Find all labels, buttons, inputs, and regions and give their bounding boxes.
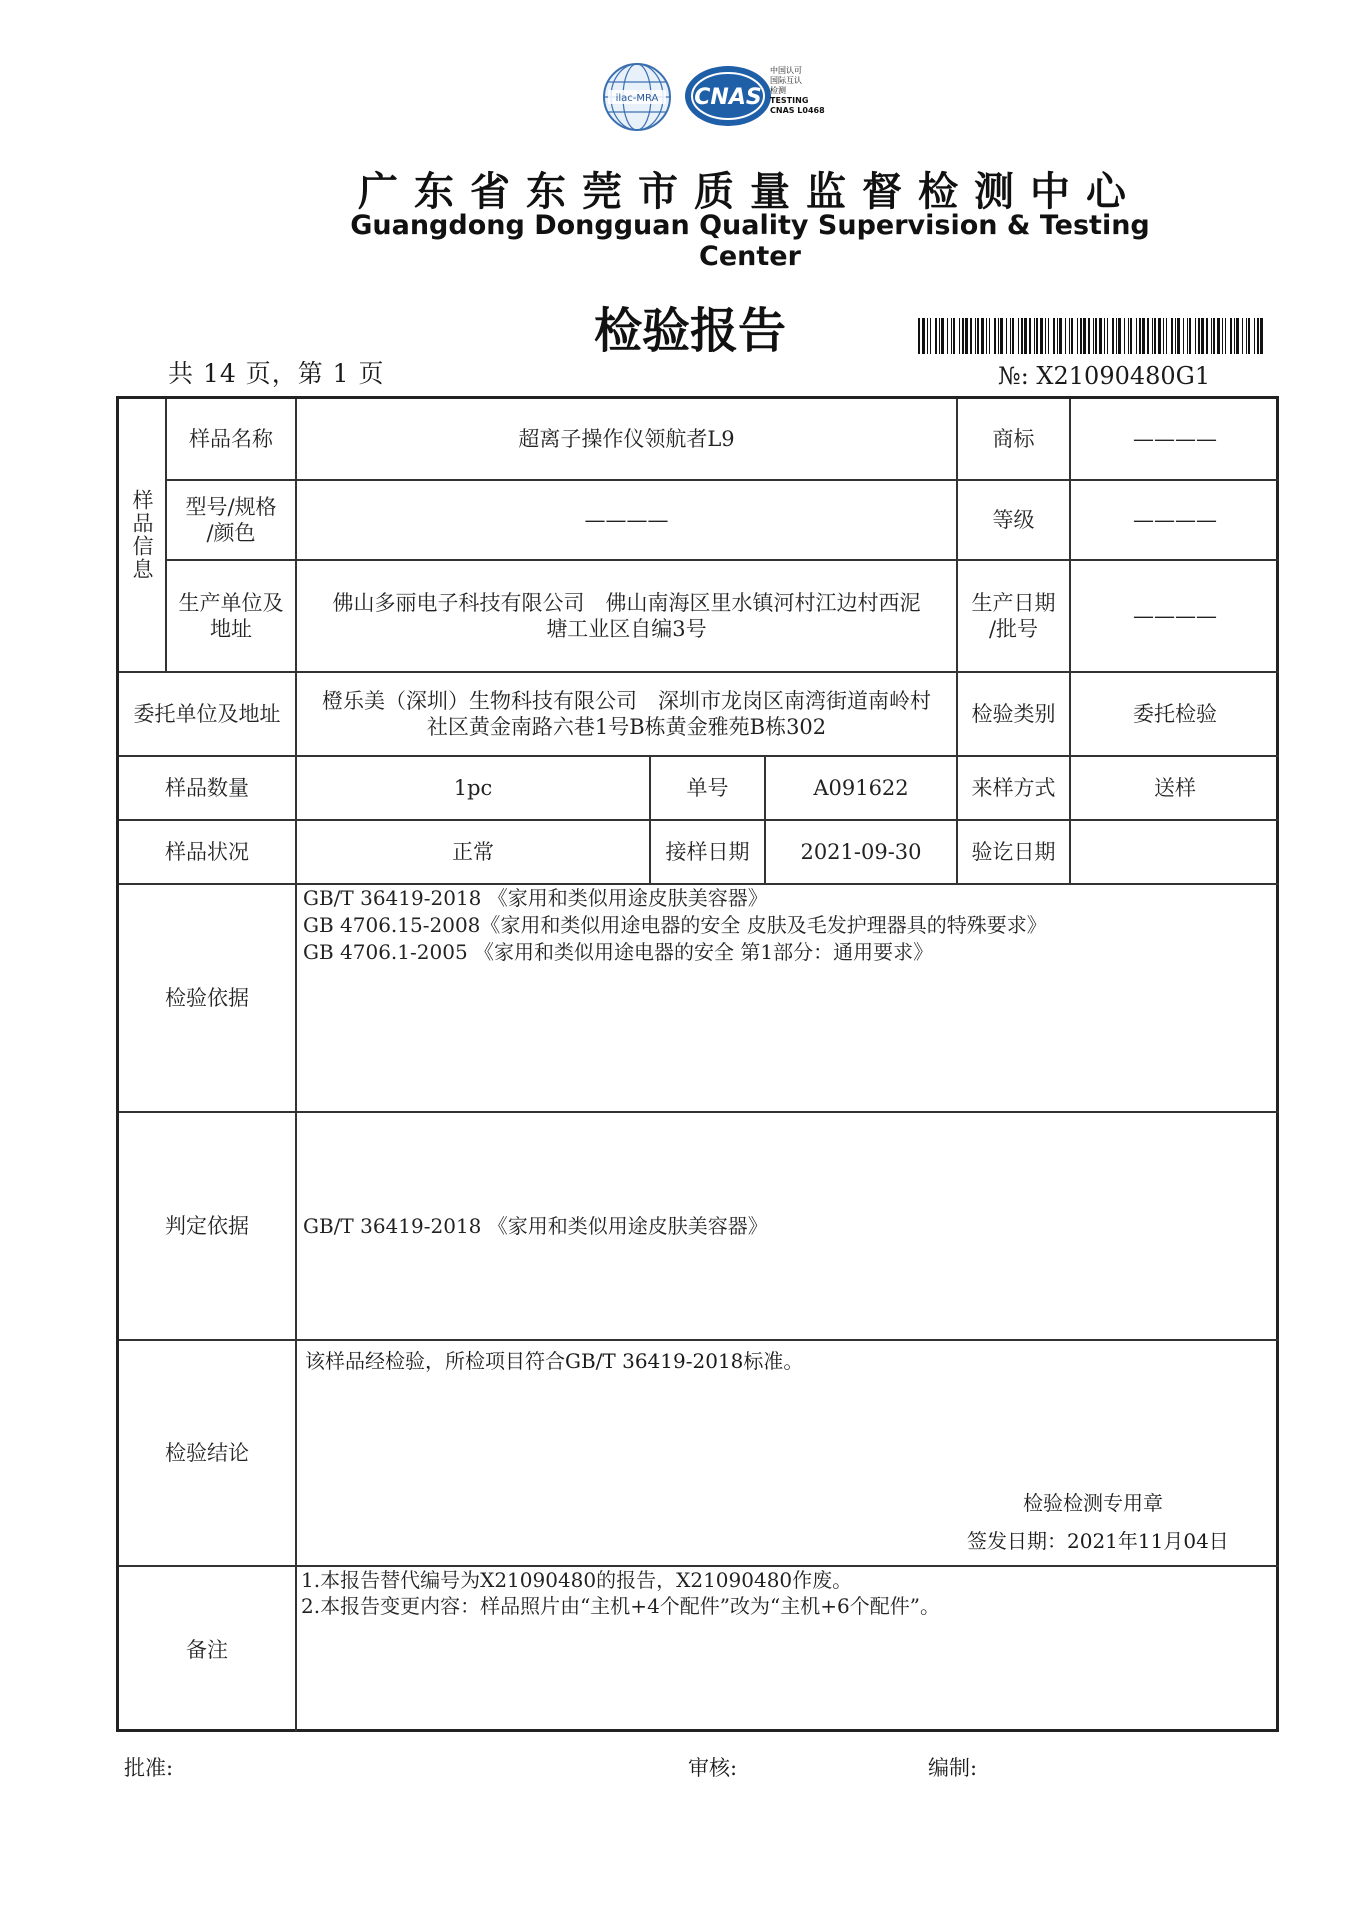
basis-line: GB/T 36419-2018 《家用和类似用途皮肤美容器》 — [303, 886, 768, 910]
quantity-label: 样品数量 — [165, 776, 249, 800]
remark-line: 2.本报告变更内容：样品照片由“主机+4个配件”改为“主机+6个配件”。 — [301, 1594, 940, 1618]
trademark-value: ———— — [1133, 427, 1217, 451]
ilac-logo-text: ilac-MRA — [615, 93, 659, 104]
barcode-bar — [1077, 318, 1078, 354]
model-value: ———— — [584, 508, 669, 532]
inspection-type-value: 委托检验 — [1133, 702, 1217, 726]
barcode-bar — [1065, 318, 1066, 354]
conclusion-value: 该样品经检验，所检项目符合GB/T 36419-2018标准。 — [305, 1349, 804, 1373]
barcode-bar — [1040, 318, 1043, 354]
barcode-bar — [970, 318, 972, 354]
delivery-label: 来样方式 — [971, 776, 1056, 800]
barcode-bar — [927, 318, 928, 354]
barcode-bar — [1152, 318, 1153, 354]
basis-label: 检验依据 — [165, 986, 249, 1010]
barcode-bar — [1048, 318, 1049, 354]
barcode-bar — [975, 318, 976, 354]
barcode-bar — [1248, 318, 1250, 354]
barcode-bar — [965, 318, 968, 354]
barcode-bar — [1012, 318, 1014, 354]
barcode-bar — [981, 318, 984, 354]
barcode-bar — [1175, 318, 1176, 354]
barcode-bar — [1213, 318, 1215, 354]
cnas-logo — [683, 64, 773, 128]
barcode-bar — [1189, 318, 1191, 354]
barcode-bar — [1118, 318, 1121, 354]
cnas-logo-text: CNAS — [694, 85, 762, 110]
barcode-bar — [951, 318, 952, 354]
prepare-label: 编制: — [928, 1756, 978, 1780]
barcode-bar — [1147, 318, 1149, 354]
remark-line: 1.本报告替代编号为X21090480的报告，X21090480作废。 — [301, 1568, 853, 1592]
barcode-bar — [1201, 318, 1204, 354]
barcode-bar — [1187, 318, 1188, 354]
issue-date: 签发日期：2021年11月04日 — [967, 1529, 1229, 1553]
barcode-bar — [1099, 318, 1102, 354]
barcode-bar — [1010, 318, 1011, 354]
sample-name-value: 超离子操作仪领航者L9 — [518, 427, 735, 451]
condition-label: 样品状况 — [165, 840, 249, 864]
quantity-value: 1pc — [453, 776, 493, 800]
remarks-list — [301, 1567, 1276, 1732]
barcode-bar — [1018, 318, 1019, 354]
complete-date-label: 验讫日期 — [971, 840, 1056, 864]
barcode-bar — [1242, 318, 1243, 354]
order-value: A091622 — [813, 776, 909, 800]
barcode-bar — [1177, 318, 1180, 354]
client-value: 橙乐美（深圳）生物科技有限公司 深圳市龙岗区南湾街道南岭村 社区黄金南路六巷1号B栋黄金雅苑B栋302 — [322, 689, 931, 739]
barcode-bar — [1130, 318, 1132, 354]
barcode — [918, 318, 1264, 354]
barcode-bar — [1198, 318, 1200, 354]
manufacturer-value: 佛山多丽电子科技有限公司 佛山南海区里水镇河村江边村西泥 塘工业区自编3号 — [332, 591, 921, 641]
barcode-bar — [1006, 318, 1007, 354]
barcode-bar — [1163, 318, 1164, 354]
barcode-bar — [947, 318, 948, 354]
barcode-bar — [1059, 318, 1062, 354]
barcode-bar — [1057, 318, 1058, 354]
barcode-bar — [1093, 318, 1094, 354]
barcode-bar — [1166, 318, 1167, 354]
receive-date-value: 2021-09-30 — [800, 840, 922, 864]
conclusion-label: 检验结论 — [165, 1441, 249, 1465]
barcode-bar — [1034, 318, 1035, 354]
org-name-cn: 广东省东莞市质量监督检测中心 — [358, 169, 1142, 215]
barcode-bar — [1236, 318, 1239, 354]
report-number: №: X21090480G1 — [998, 362, 1211, 390]
grade-label: 等级 — [992, 508, 1035, 532]
barcode-bar — [1128, 318, 1129, 354]
barcode-bar — [918, 318, 920, 354]
barcode-bar — [1217, 318, 1220, 354]
barcode-bar — [962, 318, 964, 354]
review-label: 审核: — [688, 1756, 738, 1780]
barcode-bar — [959, 318, 960, 354]
barcode-bar — [1069, 318, 1070, 354]
barcode-bar — [1254, 318, 1255, 354]
page-count: 共 14 页，第 1 页 — [168, 359, 385, 388]
barcode-bar — [1171, 318, 1173, 354]
barcode-bar — [1088, 318, 1090, 354]
barcode-bar — [1136, 318, 1137, 354]
barcode-bar — [994, 318, 996, 354]
seal-text: 检验检测专用章 — [1023, 1491, 1163, 1515]
barcode-bar — [1158, 318, 1161, 354]
barcode-bar — [1142, 318, 1145, 354]
barcode-bar — [1029, 318, 1031, 354]
barcode-bar — [1021, 318, 1023, 354]
remarks-label: 备注 — [186, 1637, 228, 1662]
complete-date-value — [1071, 821, 1279, 883]
barcode-bar — [1225, 318, 1226, 354]
inspection-type-label: 检验类别 — [971, 702, 1056, 726]
barcode-bar — [1183, 318, 1184, 354]
accreditation-text: 中国认可 国际互认 检测 TESTING CNAS L0468 — [770, 66, 825, 115]
org-name-en: Guangdong Dongguan Quality Supervision & Testing Center — [350, 210, 1150, 272]
barcode-bar — [1124, 318, 1125, 354]
barcode-bar — [1260, 318, 1263, 354]
approve-label: 批准: — [124, 1756, 174, 1780]
barcode-bar — [1206, 318, 1208, 354]
barcode-bar — [1230, 318, 1232, 354]
barcode-bar — [977, 318, 979, 354]
sample-name-label: 样品名称 — [189, 427, 273, 451]
barcode-bar — [941, 318, 944, 354]
judgement-label: 判定依据 — [165, 1214, 249, 1238]
sample-info-group-label: 样品信息 — [130, 489, 154, 581]
barcode-bar — [1234, 318, 1235, 354]
barcode-bar — [1045, 318, 1046, 354]
barcode-bar — [989, 318, 990, 354]
barcode-bar — [1112, 318, 1114, 354]
barcode-bar — [998, 318, 999, 354]
order-label: 单号 — [686, 776, 729, 800]
judgement-value: GB/T 36419-2018 《家用和类似用途皮肤美容器》 — [303, 1214, 768, 1238]
barcode-bar — [1222, 318, 1223, 354]
barcode-bar — [1139, 318, 1141, 354]
barcode-bar — [1104, 318, 1105, 354]
barcode-bar — [1211, 318, 1212, 354]
receive-date-label: 接样日期 — [665, 840, 750, 864]
barcode-bar — [1257, 318, 1259, 354]
barcode-bar — [1036, 318, 1038, 354]
basis-list — [303, 885, 1273, 1111]
barcode-bar — [986, 318, 987, 354]
barcode-bar — [1154, 318, 1156, 354]
barcode-bar — [1195, 318, 1196, 354]
barcode-bar — [1095, 318, 1097, 354]
production-date-label: 生产日期 /批号 — [971, 591, 1056, 641]
manufacturer-label: 生产单位及 地址 — [178, 591, 284, 641]
barcode-bar — [1024, 318, 1027, 354]
barcode-bar — [935, 318, 937, 354]
report-title: 检验报告 — [593, 303, 786, 359]
barcode-bar — [1071, 318, 1073, 354]
client-label: 委托单位及地址 — [133, 702, 281, 726]
barcode-bar — [1107, 318, 1108, 354]
model-label: 型号/规格 /颜色 — [185, 495, 277, 545]
basis-line: GB 4706.15-2008《家用和类似用途电器的安全 皮肤及毛发护理器具的特殊要求》 — [303, 913, 1047, 937]
barcode-bar — [1080, 318, 1082, 354]
barcode-bar — [1116, 318, 1117, 354]
trademark-label: 商标 — [992, 427, 1035, 451]
barcode-bar — [1083, 318, 1086, 354]
barcode-bar — [1053, 318, 1055, 354]
basis-line: GB 4706.1-2005 《家用和类似用途电器的安全 第1部分：通用要求》 — [303, 940, 934, 964]
barcode-bar — [1246, 318, 1247, 354]
ilac-mra-logo — [602, 62, 672, 132]
delivery-value: 送样 — [1154, 776, 1196, 800]
barcode-bar — [939, 318, 940, 354]
barcode-bar — [1000, 318, 1003, 354]
barcode-bar — [930, 318, 931, 354]
report-table — [116, 396, 1279, 1732]
production-date-value: ———— — [1133, 604, 1217, 628]
barcode-bar — [953, 318, 955, 354]
condition-value: 正常 — [452, 840, 494, 864]
barcode-bar — [922, 318, 925, 354]
grade-value: ———— — [1133, 508, 1217, 532]
